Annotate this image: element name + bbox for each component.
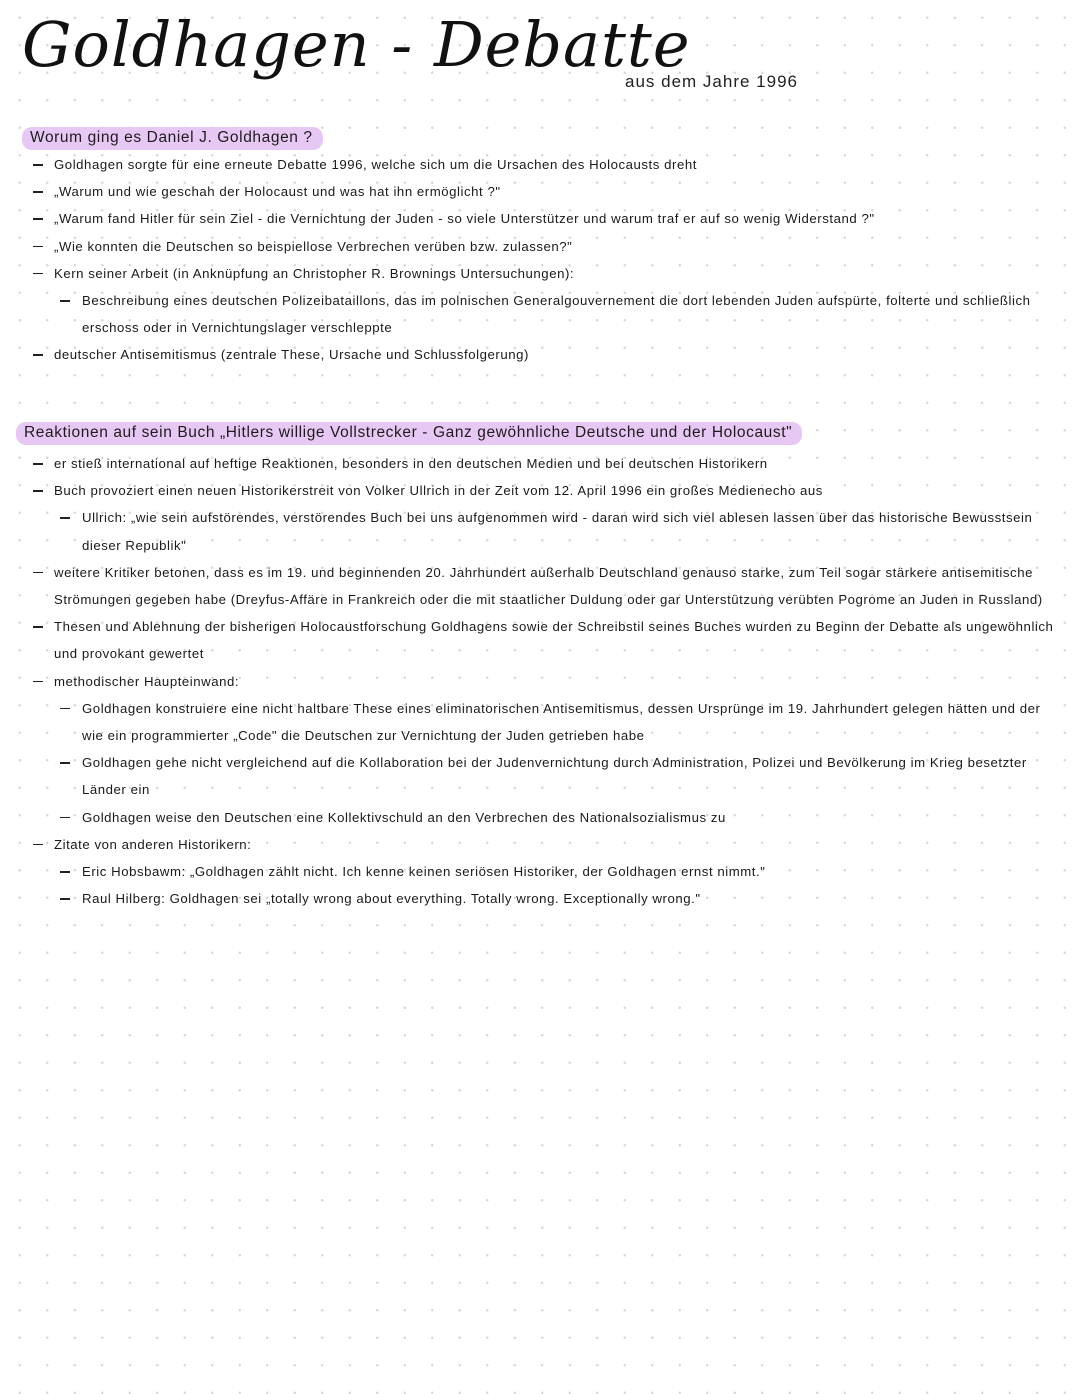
list-item: deutscher Antisemitismus (zentrale These, Ursache und Schlussfolgerung) <box>30 341 1064 368</box>
section1-heading: Worum ging es Daniel J. Goldhagen ? <box>22 127 323 150</box>
list-subitem: Goldhagen weise den Deutschen eine Kollektivschuld an den Verbrechen des Nationalsozialismus zu <box>30 804 1064 831</box>
list-item: Kern seiner Arbeit (in Anknüpfung an Christopher R. Brownings Untersuchungen): <box>30 260 1064 287</box>
list-item: Buch provoziert einen neuen Historikerstreit von Volker Ullrich in der Zeit vom 12. April 1996 ein großes Medienecho aus <box>30 477 1064 504</box>
list-item: methodischer Haupteinwand: <box>30 668 1064 695</box>
list-subitem: Goldhagen gehe nicht vergleichend auf die Kollaboration bei der Judenvernichtung durch Administration, Polizei und Bevölkerung im Krieg besetzter Länder ein <box>30 749 1064 803</box>
section1-list <box>30 151 1064 369</box>
list-item: „Wie konnten die Deutschen so beispiellose Verbrechen verüben bzw. zulassen?" <box>30 233 1064 260</box>
list-item: Thesen und Ablehnung der bisherigen Holocaustforschung Goldhagens sowie der Schreibstil seines Buches wurden zu Beginn der Debatte als ungewöhnlich und provokant gewertet <box>30 613 1064 667</box>
list-item: „Warum fand Hitler für sein Ziel - die Vernichtung der Juden - so viele Unterstützer und warum traf er auf so wenig Widerstand ?" <box>30 205 1064 232</box>
list-item: weitere Kritiker betonen, dass es im 19. und beginnenden 20. Jahrhundert außerhalb Deutschland genauso starke, zum Teil sogar stärkere antisemitische Strömungen gegeben habe (Dreyfus-Affäre in Frankreich oder die mit staatlicher Duldung oder gar Unterstützung verübten Pogrome an Juden in Russland) <box>30 559 1064 613</box>
list-subitem: Goldhagen konstruiere eine nicht haltbare These eines eliminatorischen Antisemitismus, dessen Ursprünge im 19. Jahrhundert gelegen hätten und der wie ein programmierter „Code" die Deutschen zur Vernichtung der Juden getrieben habe <box>30 695 1064 749</box>
list-subitem: Ullrich: „wie sein aufstörendes, verstörendes Buch bei uns aufgenommen wird - daran wird sich viel ablesen lassen über das historische Bewusstsein dieser Republik" <box>30 504 1064 558</box>
page-subtitle: aus dem Jahre 1996 <box>625 72 798 91</box>
list-subitem: Raul Hilberg: Goldhagen sei „totally wrong about everything. Totally wrong. Exceptionally wrong." <box>30 885 1064 912</box>
list-item: Goldhagen sorgte für eine erneute Debatte 1996, welche sich um die Ursachen des Holocausts dreht <box>30 151 1064 178</box>
list-subitem: Eric Hobsbawm: „Goldhagen zählt nicht. Ich kenne keinen seriösen Historiker, der Goldhagen ernst nimmt." <box>30 858 1064 885</box>
page-title: Goldhagen - Debatte <box>22 8 691 81</box>
list-item: Zitate von anderen Historikern: <box>30 831 1064 858</box>
list-subitem: Beschreibung eines deutschen Polizeibataillons, das im polnischen Generalgouvernement die dort lebenden Juden aufspürte, folterte und schließlich erschoss oder in Vernichtungslager verschleppte <box>30 287 1064 341</box>
list-item: „Warum und wie geschah der Holocaust und was hat ihn ermöglicht ?" <box>30 178 1064 205</box>
section2-list <box>30 450 1064 912</box>
list-item: er stieß international auf heftige Reaktionen, besonders in den deutschen Medien und bei deutschen Historikern <box>30 450 1064 477</box>
section2-heading: Reaktionen auf sein Buch „Hitlers willige Vollstrecker - Ganz gewöhnliche Deutsche und der Holocaust" <box>16 422 802 445</box>
